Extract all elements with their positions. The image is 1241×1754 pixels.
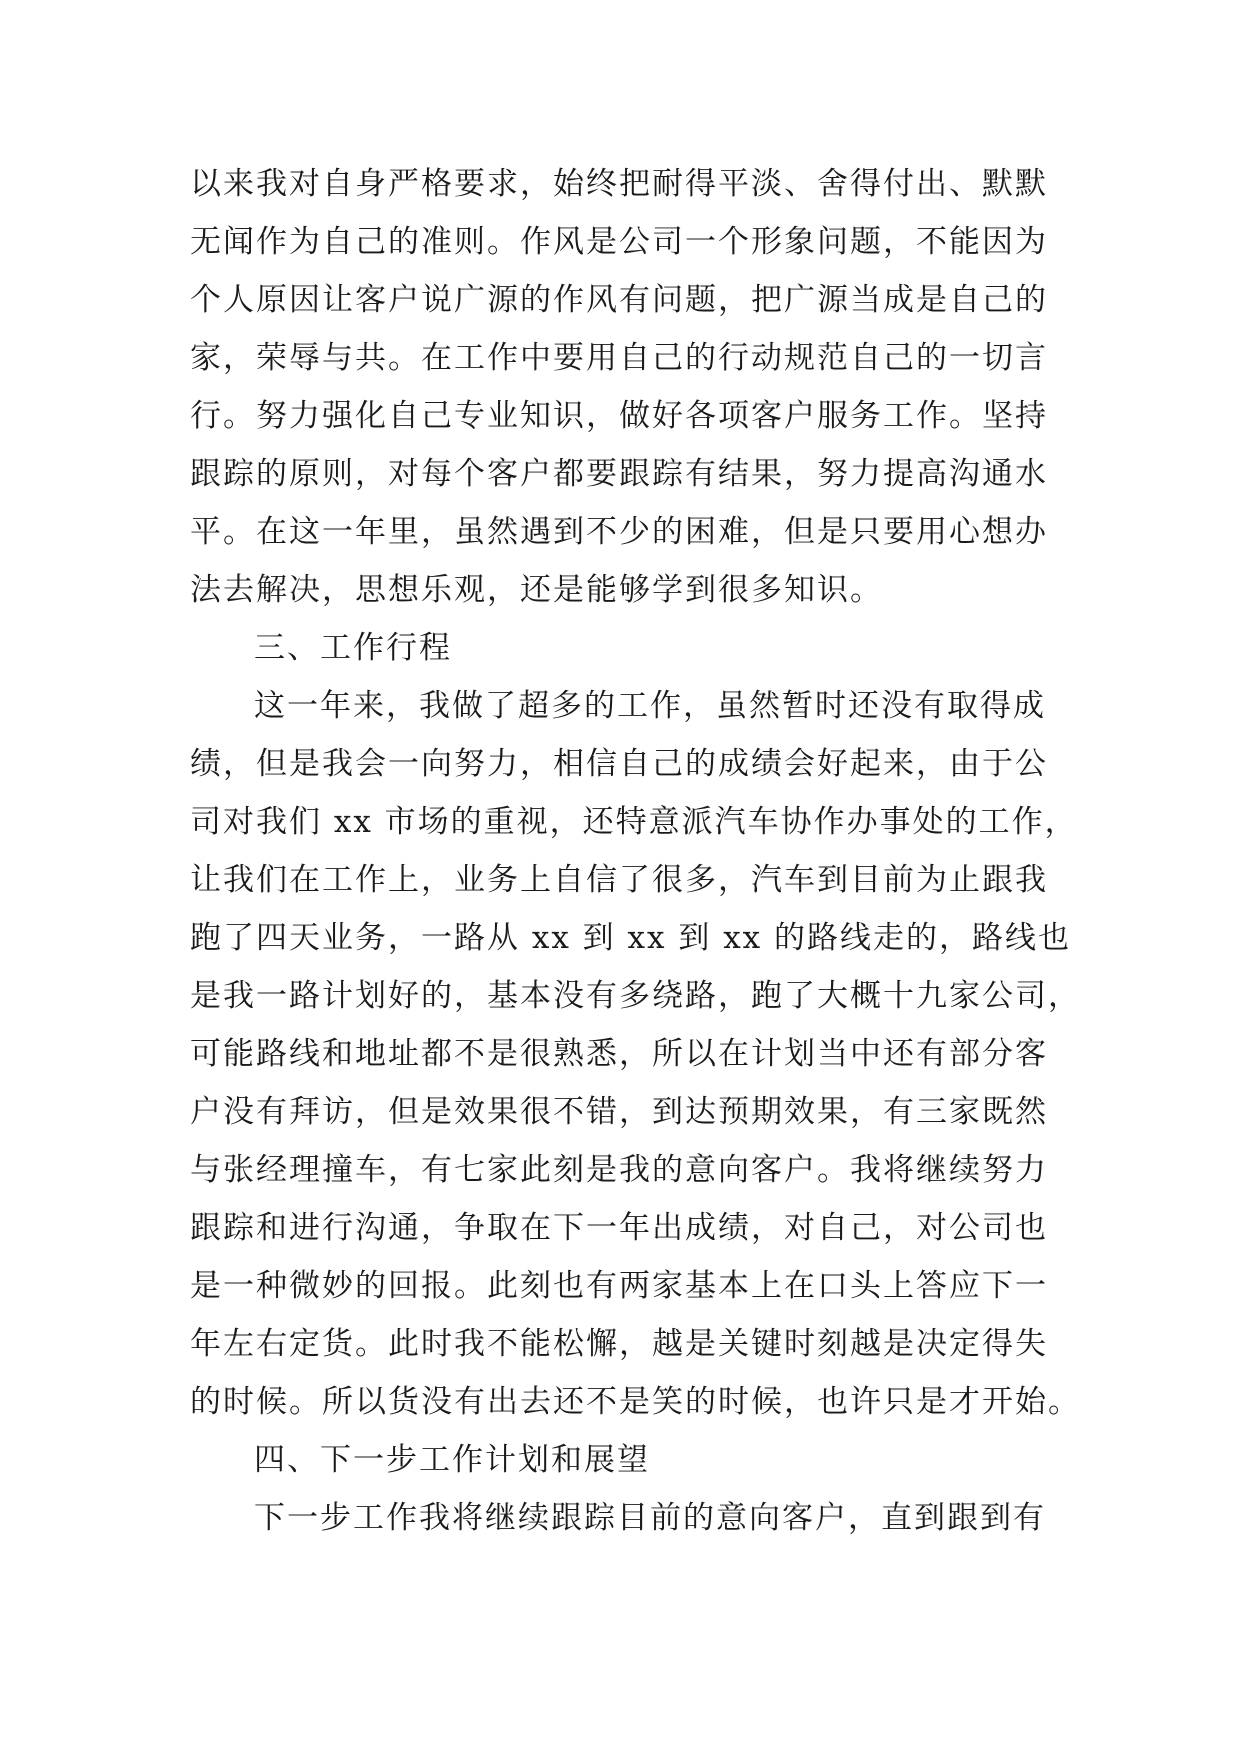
paragraph-line: 无闻作为自己的准则。作风是公司一个形象问题，不能因为 [190, 224, 1048, 260]
paragraph-line: 行。努力强化自己专业知识，做好各项客户服务工作。坚持 [190, 398, 1048, 434]
section-heading: 四、下一步工作计划和展望 [254, 1442, 650, 1478]
paragraph-line: 下一步工作我将继续跟踪目前的意向客户，直到跟到有 [254, 1500, 1046, 1536]
paragraph-line: 年左右定货。此时我不能松懈，越是关键时刻越是决定得失 [190, 1326, 1048, 1362]
paragraph-line: 是我一路计划好的，基本没有多绕路，跑了大概十九家公司， [190, 978, 1081, 1014]
paragraph-line: 这一年来，我做了超多的工作，虽然暂时还没有取得成 [254, 688, 1046, 724]
paragraph-line: 与张经理撞车，有七家此刻是我的意向客户。我将继续努力 [190, 1152, 1048, 1188]
paragraph-line: 家，荣辱与共。在工作中要用自己的行动规范自己的一切言 [190, 340, 1048, 376]
paragraph-line: 法去解决，思想乐观，还是能够学到很多知识。 [190, 572, 883, 608]
paragraph-line: 以来我对自身严格要求，始终把耐得平淡、舍得付出、默默 [190, 166, 1048, 202]
paragraph-line: 跑了四天业务，一路从 xx 到 xx 到 xx 的路线走的，路线也 [190, 920, 1072, 956]
paragraph-line: 跟踪的原则，对每个客户都要跟踪有结果，努力提高沟通水 [190, 456, 1048, 492]
section-heading: 三、工作行程 [254, 630, 452, 666]
paragraph-line: 的时候。所以货没有出去还不是笑的时候，也许只是才开始。 [190, 1384, 1081, 1420]
paragraph-line: 司对我们 xx 市场的重视，还特意派汽车协作办事处的工作， [190, 804, 1078, 840]
paragraph-line: 绩，但是我会一向努力，相信自己的成绩会好起来，由于公 [190, 746, 1048, 782]
paragraph-line: 跟踪和进行沟通，争取在下一年出成绩，对自己，对公司也 [190, 1210, 1048, 1246]
paragraph-line: 平。在这一年里，虽然遇到不少的困难，但是只要用心想办 [190, 514, 1048, 550]
paragraph-line: 个人原因让客户说广源的作风有问题，把广源当成是自己的 [190, 282, 1048, 318]
paragraph-line: 是一种微妙的回报。此刻也有两家基本上在口头上答应下一 [190, 1268, 1048, 1304]
paragraph-line: 户没有拜访，但是效果很不错，到达预期效果，有三家既然 [190, 1094, 1048, 1130]
paragraph-line: 让我们在工作上，业务上自信了很多，汽车到目前为止跟我 [190, 862, 1048, 898]
paragraph-line: 可能路线和地址都不是很熟悉，所以在计划当中还有部分客 [190, 1036, 1048, 1072]
